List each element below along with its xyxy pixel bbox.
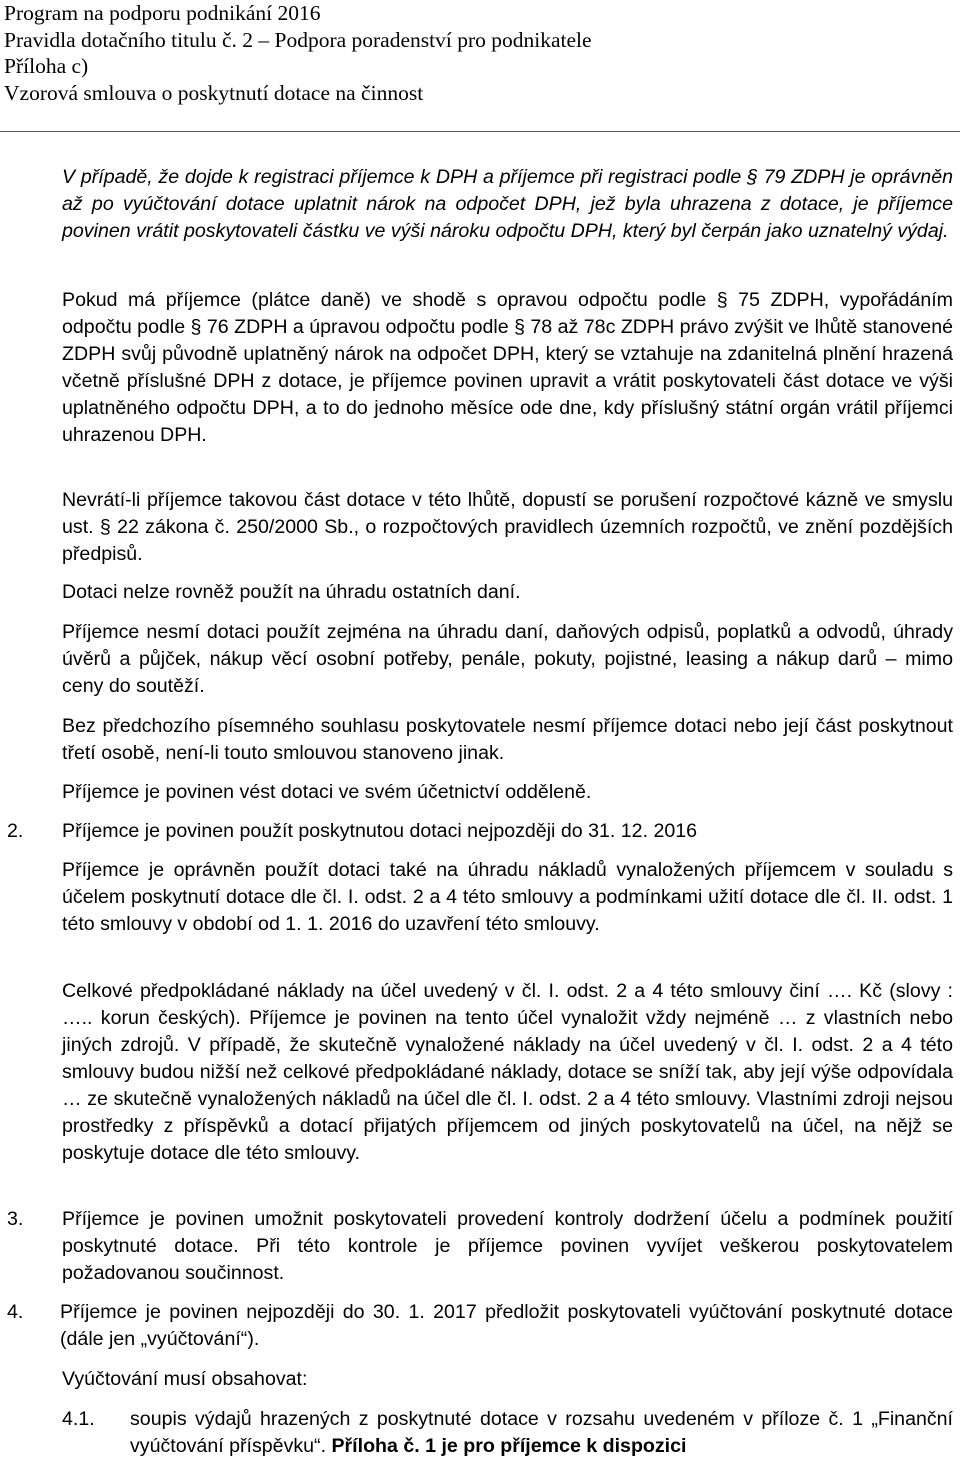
header-rules-title: Pravidla dotačního titulu č. 2 – Podpora poradenství pro podnikatele — [4, 27, 592, 52]
list-item-inspection: Příjemce je povinen umožnit poskytovateli provedení kontroly dodržení účelu a podmínek použití poskytnuté dotace. Při této kontrole je příjemce povinen vyvíjet veškerou poskytovatelem požadovanou součinnost. — [62, 1208, 953, 1284]
paragraph-prohibited-uses: Příjemce nesmí dotaci použít zejména na úhradu daní, daňových odpisů, poplatků a odvodů, úhrady úvěrů a půjček, nákup věcí osobní potřeby, penále, pokuty, pojistné, leasing a nákup darů – mimo ceny do soutěží. — [62, 621, 953, 697]
paragraph-vat-deduction: Pokud má příjemce (plátce daně) ve shodě s opravou odpočtu podle § 75 ZDPH, vypořádáním odpočtu podle § 76 ZDPH a úpravou odpočtu podle § 78 až 78c ZDPH právo zvýšit ve lhůtě stanovené ZDPH svůj původně uplatněný nárok na odpočet DPH, který se vztahuje na zdanitelná plnění hrazená včetně příslušné DPH z dotace, je příjemce povinen upravit a vrátit poskytovateli část dotace ve výši uplatněného odpočtu DPH, a to do jednoho měsíce ode dne, kdy příslušný státní orgán vrátil příjemci uhrazenou DPH. — [62, 289, 953, 446]
paragraph-budget-discipline: Nevrátí-li příjemce takovou část dotace v této lhůtě, dopustí se porušení rozpočtové kázně ve smyslu ust. § 22 zákona č. 250/2000 Sb., o rozpočtových pravidlech územních rozpočtů, ve znění pozdějších předpisů. — [62, 489, 953, 565]
list-item-settlement: Příjemce je povinen nejpozději do 30. 1. 2017 předložit poskytovateli vyúčtování poskytnuté dotace (dále jen „vyúčtování“). — [60, 1301, 953, 1350]
paragraph-vat-registration: V případě, že dojde k registraci příjemce k DPH a příjemce při registraci podle § 79 ZDPH je oprávněn až po vyúčtování dotace uplatnit nárok na odpočet DPH, jež byla uhrazena z dotace, je příjemce povinen vrátit poskytovateli částku ve výši nároku odpočtu DPH, který byl čerpán jako uznatelný výdaj. — [62, 166, 953, 242]
paragraph-third-party: Bez předchozího písemného souhlasu poskytovatele nesmí příjemce dotaci nebo její část poskytnout třetí osobě, není-li touto smlouvou stanoveno jinak. — [62, 715, 953, 764]
expense-list-bold-note: Příloha č. 1 je pro příjemce k dispozici — [331, 1435, 687, 1457]
header-contract-title: Vzorová smlouva o poskytnutí dotace na činnost — [4, 80, 424, 105]
document-header — [4, 0, 960, 106]
paragraph-accounting: Příjemce je povinen vést dotaci ve svém účetnictví odděleně. — [62, 781, 592, 803]
list-item-number: 2. — [7, 820, 24, 842]
paragraph-total-costs: Celkové předpokládané náklady na účel uvedený v čl. I. odst. 2 a 4 této smlouvy činí …. Kč (slovy : ….. korun českých). Příjemce je povinen na tento účel vynaložit vždy nejméně … z vlastních nebo jiných zdrojů. V případě, že skutečně vynaložené náklady na účel uvedený v čl. I. odst. 2 a 4 této smlouvy budou nižší než celkové předpokládané náklady, dotace se sníží tak, aby její výše odpovídala … ze skutečně vynaložených nákladů na účel dle čl. I. odst. 2 a 4 této smlouvy. Vlastními zdroji nejsou prostředky z příspěvků a dotací přijatých příjemcem od jiných poskytovatelů na účel, na nějž se poskytuje dotace dle této smlouvy. — [62, 980, 953, 1164]
header-divider — [0, 131, 960, 132]
list-item-number: 3. — [7, 1208, 24, 1230]
list-item-number: 4. — [7, 1301, 24, 1323]
header-program-title: Program na podporu podnikání 2016 — [4, 1, 321, 25]
paragraph-settlement-contents: Vyúčtování musí obsahovat: — [62, 1368, 308, 1390]
list-item-deadline: Příjemce je povinen použít poskytnutou dotaci nejpozději do 31. 12. 2016 — [62, 820, 698, 842]
sublist-item-expense-list — [130, 1406, 953, 1460]
expense-list-text: soupis výdajů hrazených z poskytnuté dotace v rozsahu uvedeném v příloze č. 1 „Finanční vyúčtování příspěvku“. — [130, 1408, 953, 1457]
paragraph-other-taxes: Dotaci nelze rovněž použít na úhradu ostatních daní. — [62, 581, 521, 603]
sublist-item-number: 4.1. — [62, 1408, 95, 1430]
paragraph-eligible-costs: Příjemce je oprávněn použít dotaci také na úhradu nákladů vynaložených příjemcem v souladu s účelem poskytnutí dotace dle čl. I. odst. 2 a 4 této smlouvy a podmínkami užití dotace dle čl. II. odst. 1 této smlouvy v období od 1. 1. 2016 do uzavření této smlouvy. — [62, 859, 953, 935]
header-attachment-label: Příloha c) — [4, 54, 89, 78]
